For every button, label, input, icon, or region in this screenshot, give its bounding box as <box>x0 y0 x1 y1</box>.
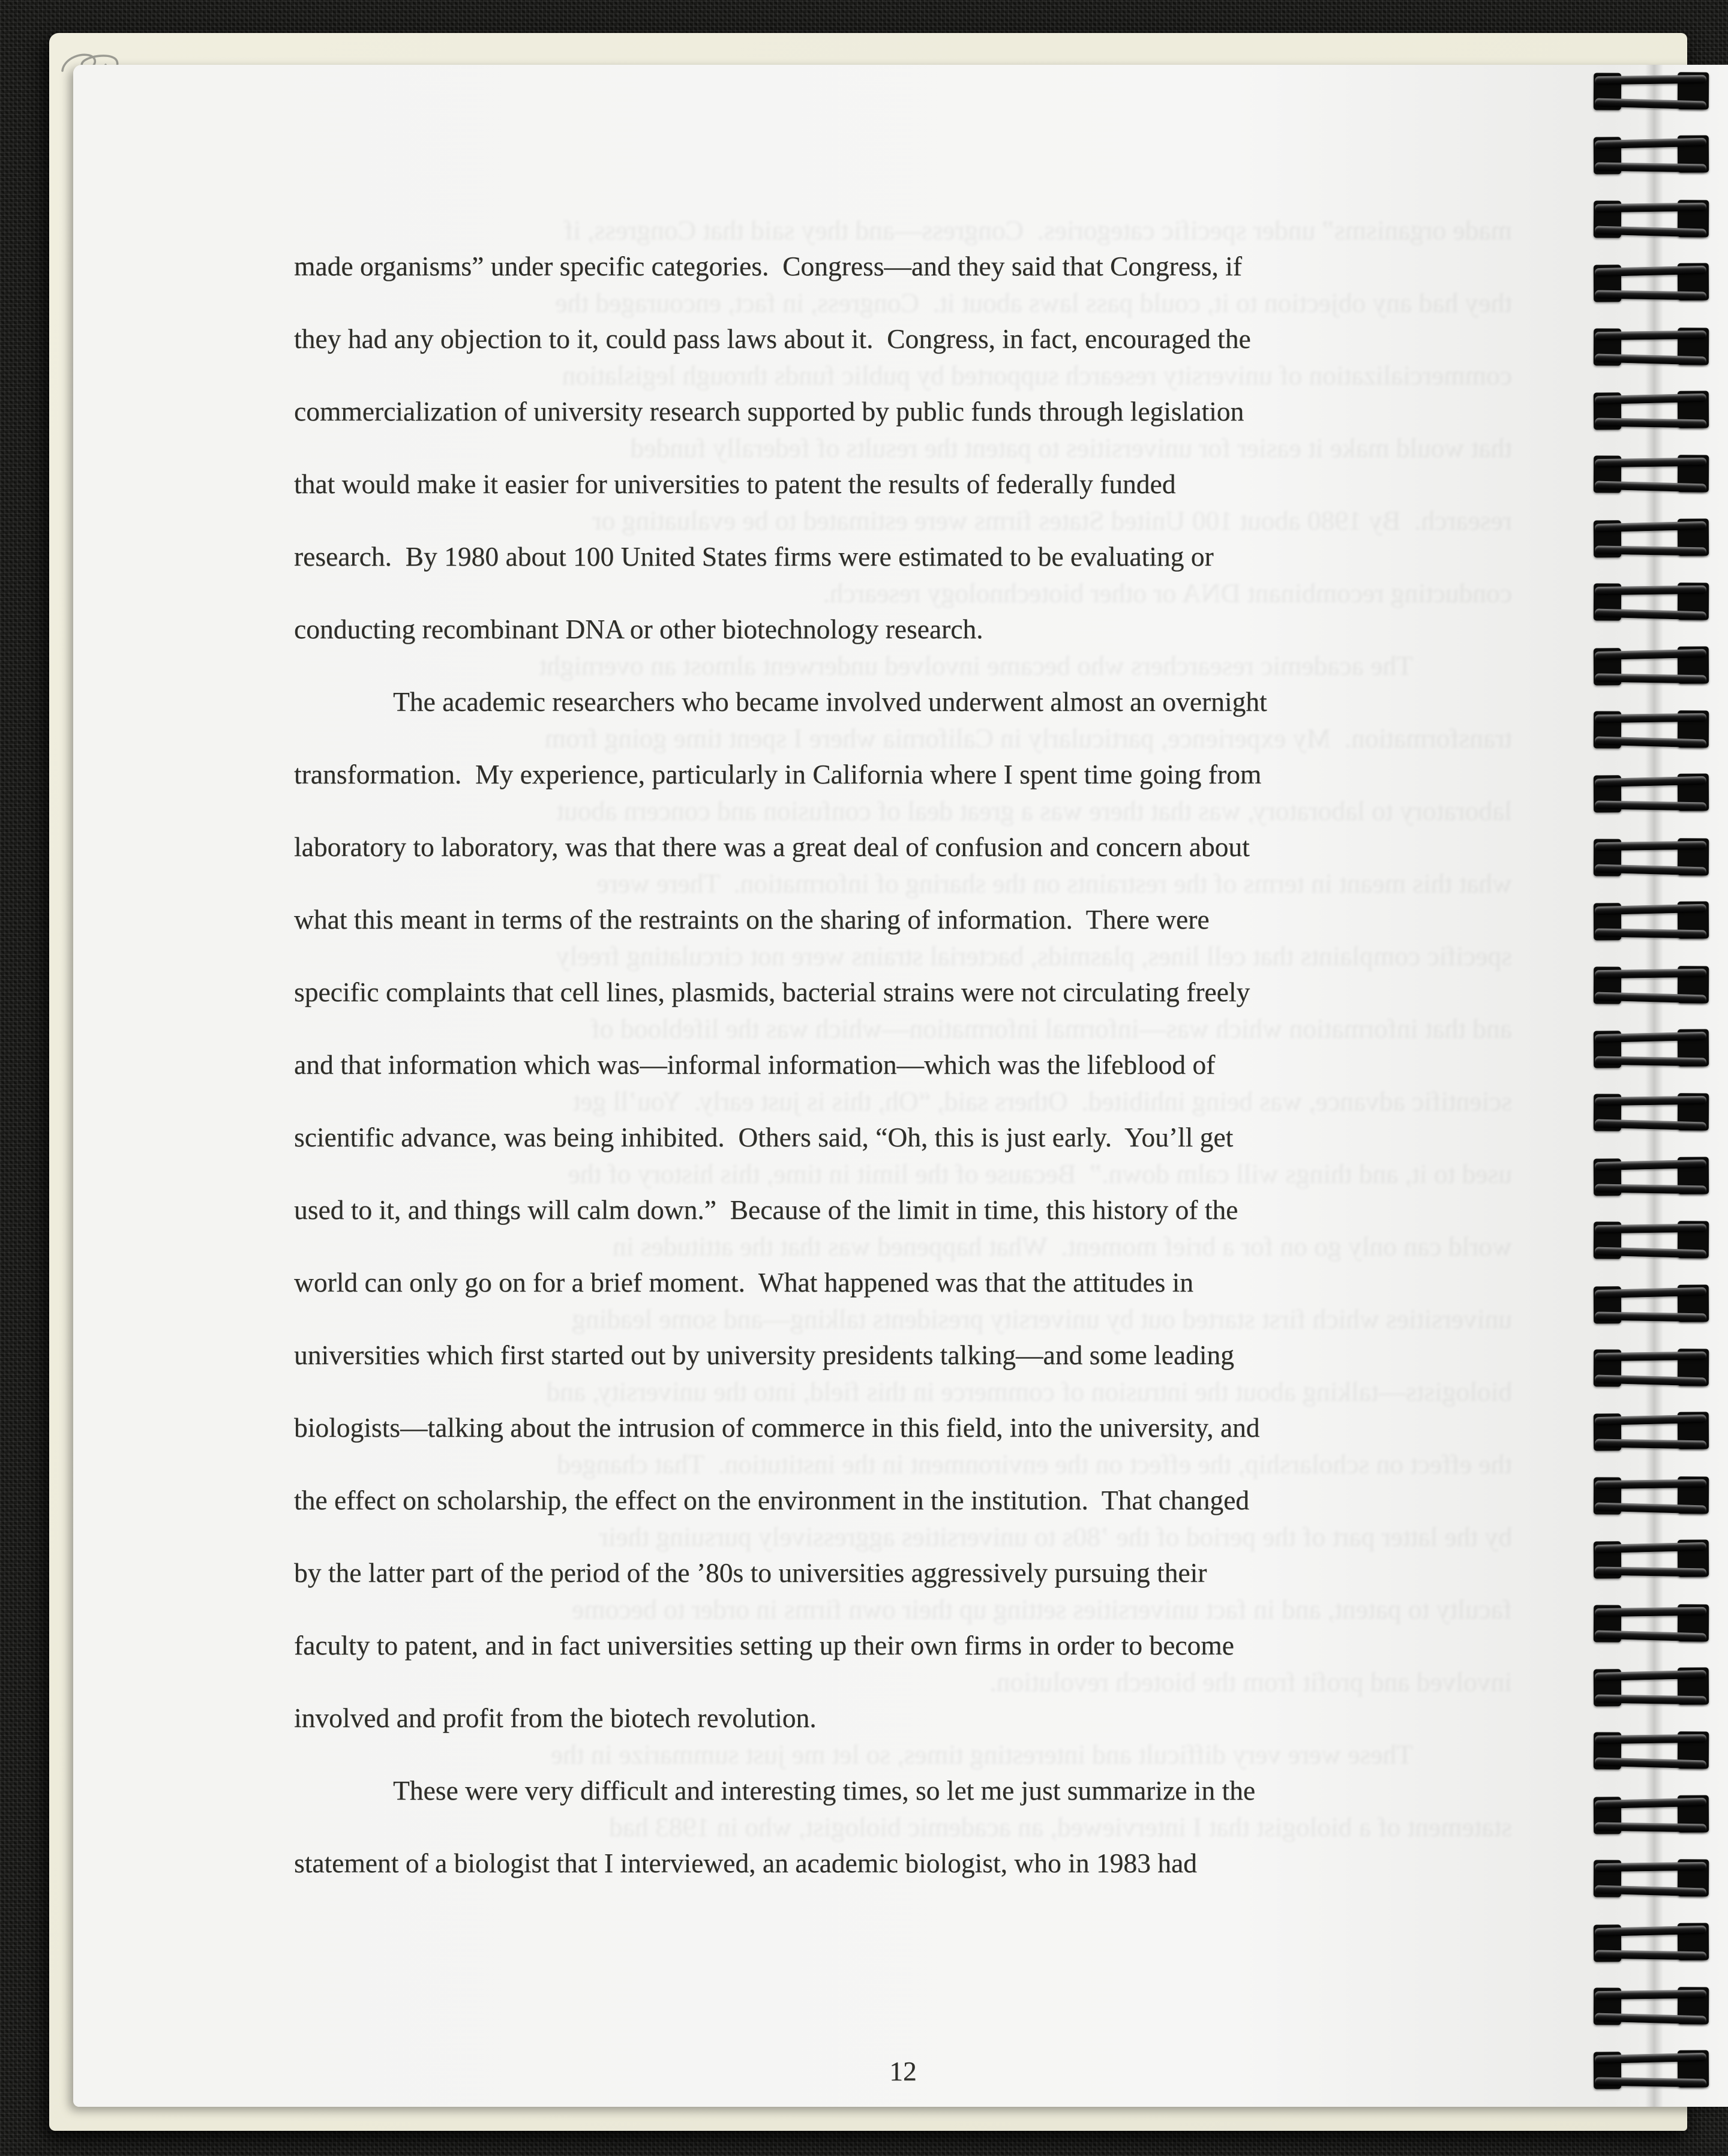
text-line: specific complaints that cell lines, plasmids, bacterial strains were not circulating freely <box>556 941 1512 971</box>
document-page <box>73 65 1728 2107</box>
text-line: laboratory to laboratory, was that there was a great deal of confusion and concern about <box>556 795 1512 826</box>
text-line: universities which first started out by university presidents talking—and some leading <box>572 1304 1512 1334</box>
paragraph <box>294 1754 1512 1899</box>
text-line: research. By 1980 about 100 United States firms were estimated to be evaluating or <box>592 505 1512 536</box>
text-line: involved and profit from the biotech revolution. <box>294 1702 817 1733</box>
text-line: The academic researchers who became involved underwent almost an overnight <box>539 650 1413 681</box>
text-line: biologists—talking about the intrusion of commerce in this field, into the university, and <box>294 1412 1260 1443</box>
text-line: used to it, and things will calm down.” Because of the limit in time, this history of the <box>568 1158 1512 1189</box>
text-line: made organisms” under specific categories. Congress—and they said that Congress, if <box>294 251 1242 281</box>
text-line: world can only go on for a brief moment. What happened was that the attitudes in <box>294 1267 1193 1298</box>
text-line: that would make it easier for universities to patent the results of federally funded <box>294 469 1176 499</box>
text-line: the effect on scholarship, the effect on the environment in the institution. That changed <box>294 1485 1250 1515</box>
page-gutter-shadow <box>1645 65 1663 2107</box>
text-line: scientific advance, was being inhibited. Others said, “Oh, this is just early. You’ll get <box>572 1086 1512 1116</box>
text-line: world can only go on for a brief moment. What happened was that the attitudes in <box>613 1231 1512 1262</box>
text-line: and that information which was—informal information—which was the lifeblood of <box>294 1049 1216 1080</box>
text-line: biologists—talking about the intrusion of commerce in this field, into the university, and <box>546 1376 1512 1407</box>
text-line: transformation. My experience, particularly in California where I spent time going from <box>544 723 1512 753</box>
text-line: statement of a biologist that I interviewed, an academic biologist, who in 1983 had <box>609 1812 1512 1842</box>
text-line: involved and profit from the biotech revolution. <box>989 1666 1512 1697</box>
text-line: The academic researchers who became involved underwent almost an overnight <box>393 686 1267 717</box>
text-line: specific complaints that cell lines, plasmids, bacterial strains were not circulating freely <box>294 977 1250 1007</box>
text-line: made organisms” under specific categories. Congress—and they said that Congress, if <box>564 215 1512 245</box>
paragraph <box>294 230 1512 665</box>
text-line: conducting recombinant DNA or other biotechnology research. <box>294 614 983 644</box>
text-line: research. By 1980 about 100 United States firms were estimated to be evaluating or <box>294 541 1214 572</box>
paragraph <box>294 665 1512 1754</box>
text-line: by the latter part of the period of the ’80s to universities aggressively pursuing their <box>294 1557 1207 1588</box>
text-line: they had any objection to it, could pass laws about it. Congress, in fact, encouraged the <box>294 323 1251 354</box>
text-line: commercialization of university research supported by public funds through legislation <box>294 396 1244 427</box>
text-line: These were very difficult and interesting times, so let me just summarize in the <box>393 1775 1256 1806</box>
page-number: 12 <box>889 2056 917 2086</box>
typewritten-text <box>294 230 1512 1899</box>
text-line: they had any objection to it, could pass laws about it. Congress, in fact, encouraged the <box>555 287 1512 318</box>
text-line: scientific advance, was being inhibited. Others said, “Oh, this is just early. You’ll get <box>294 1122 1234 1152</box>
text-line: These were very difficult and interesting times, so let me just summarize in the <box>550 1739 1413 1770</box>
text-line: and that information which was—informal information—which was the lifeblood of <box>590 1013 1512 1044</box>
text-line: the effect on scholarship, the effect on the environment in the institution. That changed <box>556 1449 1512 1479</box>
text-line: statement of a biologist that I interviewed, an academic biologist, who in 1983 had <box>294 1848 1197 1878</box>
text-line: transformation. My experience, particularly in California where I spent time going from <box>294 759 1262 789</box>
text-line: faculty to patent, and in fact universities setting up their own firms in order to become <box>294 1630 1234 1660</box>
text-line: commercialization of university research supported by public funds through legislation <box>562 360 1512 391</box>
text-line: by the latter part of the period of the ’80s to universities aggressively pursuing their <box>599 1521 1512 1552</box>
text-line: conducting recombinant DNA or other biotechnology research. <box>823 578 1512 608</box>
text-line: universities which first started out by university presidents talking—and some leading <box>294 1340 1234 1370</box>
text-line: laboratory to laboratory, was that there was a great deal of confusion and concern about <box>294 831 1250 862</box>
text-line: what this meant in terms of the restraints on the sharing of information. There were <box>294 904 1210 935</box>
text-line: used to it, and things will calm down.” Because of the limit in time, this history of the <box>294 1194 1238 1225</box>
text-line: faculty to patent, and in fact universities setting up their own firms in order to become <box>572 1594 1512 1624</box>
text-line: what this meant in terms of the restraints on the sharing of information. There were <box>596 868 1512 899</box>
text-line: that would make it easier for universities to patent the results of federally funded <box>630 433 1512 463</box>
